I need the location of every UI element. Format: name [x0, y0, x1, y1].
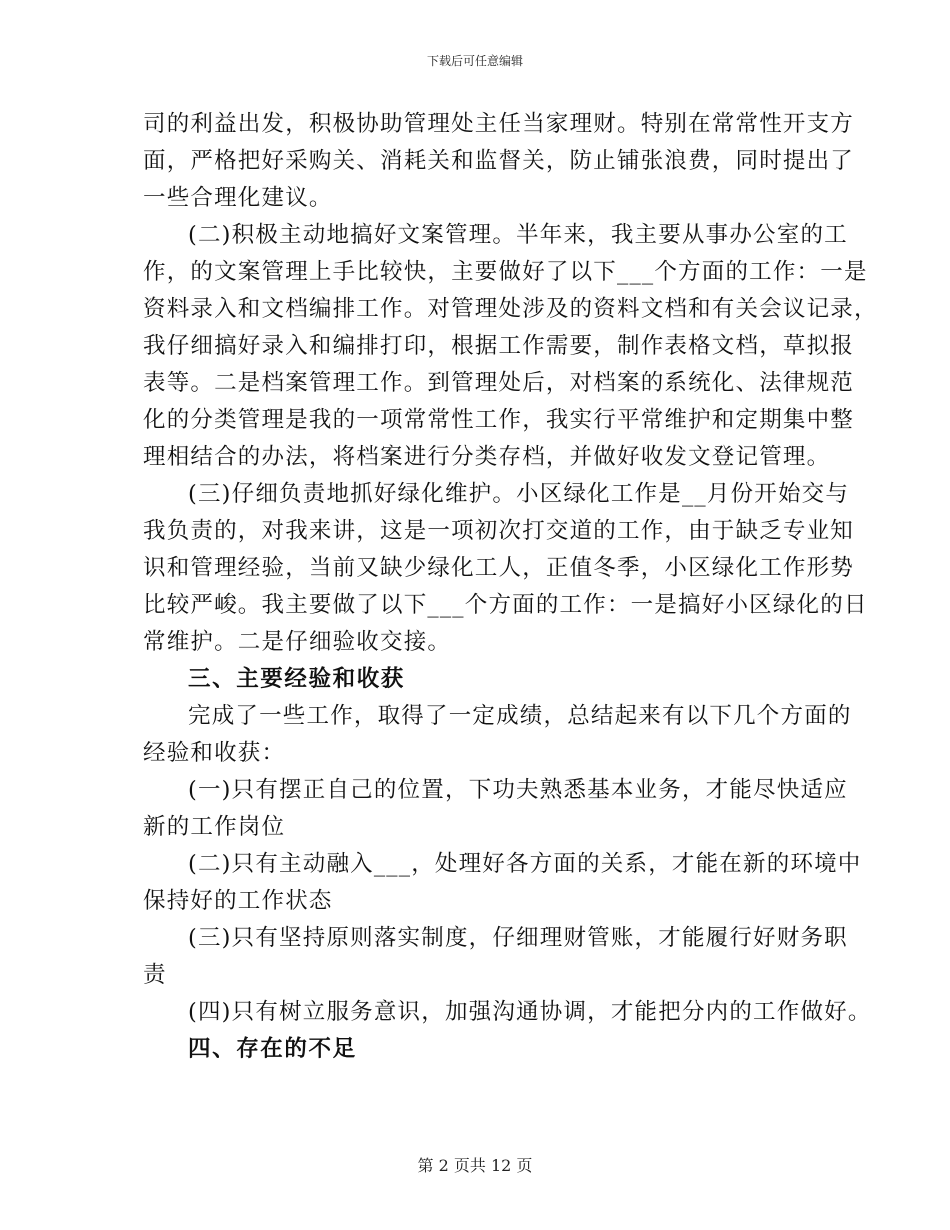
section-heading: 四、存在的不足: [188, 1036, 357, 1062]
paragraph-line: 新的工作岗位: [143, 814, 286, 840]
paragraph-line: 识和管理经验，当前又缺少绿化工人，正值冬季，小区绿化工作形势: [143, 555, 855, 581]
paragraph-line: 作，的文案管理上手比较快，主要做好了以下___个方面的工作：一是: [143, 259, 868, 285]
paragraph-line: (一)只有摆正自己的位置，下功夫熟悉基本业务，才能尽快适应: [188, 777, 848, 803]
page-header: 下载后可任意编辑: [426, 54, 523, 68]
paragraph-line: 化的分类管理是我的一项常常性工作，我实行平常维护和定期集中整: [143, 407, 855, 433]
paragraph-line: 面，严格把好采购关、消耗关和监督关，防止铺张浪费，同时提出了: [143, 148, 855, 174]
paragraph-line: 完成了一些工作，取得了一定成绩，总结起来有以下几个方面的: [188, 703, 852, 729]
paragraph-line: 一些合理化建议。: [143, 185, 333, 211]
paragraph-line: 经验和收获：: [143, 740, 286, 766]
paragraph-line: 我负责的，对我来讲，这是一项初次打交道的工作，由于缺乏专业知: [143, 518, 855, 544]
paragraph-line: 比较严峻。我主要做了以下___个方面的工作：一是搞好小区绿化的日: [143, 592, 868, 618]
page-footer: 第 2 页共 12 页: [417, 1156, 533, 1175]
paragraph-line: (二)积极主动地搞好文案管理。半年来，我主要从事办公室的工: [188, 222, 848, 248]
paragraph-line: 理相结合的办法，将档案进行分类存档，并做好收发文登记管理。: [143, 444, 831, 470]
document-body: [143, 106, 878, 1068]
paragraph-line: (四)只有树立服务意识，加强沟通协调，才能把分内的工作做好。: [188, 999, 872, 1025]
paragraph-line: 责: [143, 962, 167, 988]
section-heading: 三、主要经验和收获: [188, 666, 405, 692]
paragraph-line: 司的利益出发，积极协助管理处主任当家理财。特别在常常性开支方: [143, 111, 855, 137]
paragraph-line: (三)只有坚持原则落实制度，仔细理财管账，才能履行好财务职: [188, 925, 848, 951]
paragraph-line: 资料录入和文档编排工作。对管理处涉及的资料文档和有关会议记录，: [143, 296, 878, 322]
paragraph-line: 保持好的工作状态: [143, 888, 333, 914]
paragraph-line: (三)仔细负责地抓好绿化维护。小区绿化工作是__月份开始交与: [188, 481, 850, 507]
paragraph-line: (二)只有主动融入___，处理好各方面的关系，才能在新的环境中: [188, 851, 862, 877]
paragraph-line: 我仔细搞好录入和编排打印，根据工作需要，制作表格文档，草拟报: [143, 333, 855, 359]
paragraph-line: 表等。二是档案管理工作。到管理处后，对档案的系统化、法律规范: [143, 370, 855, 396]
paragraph-line: 常维护。二是仔细验收交接。: [143, 629, 452, 655]
